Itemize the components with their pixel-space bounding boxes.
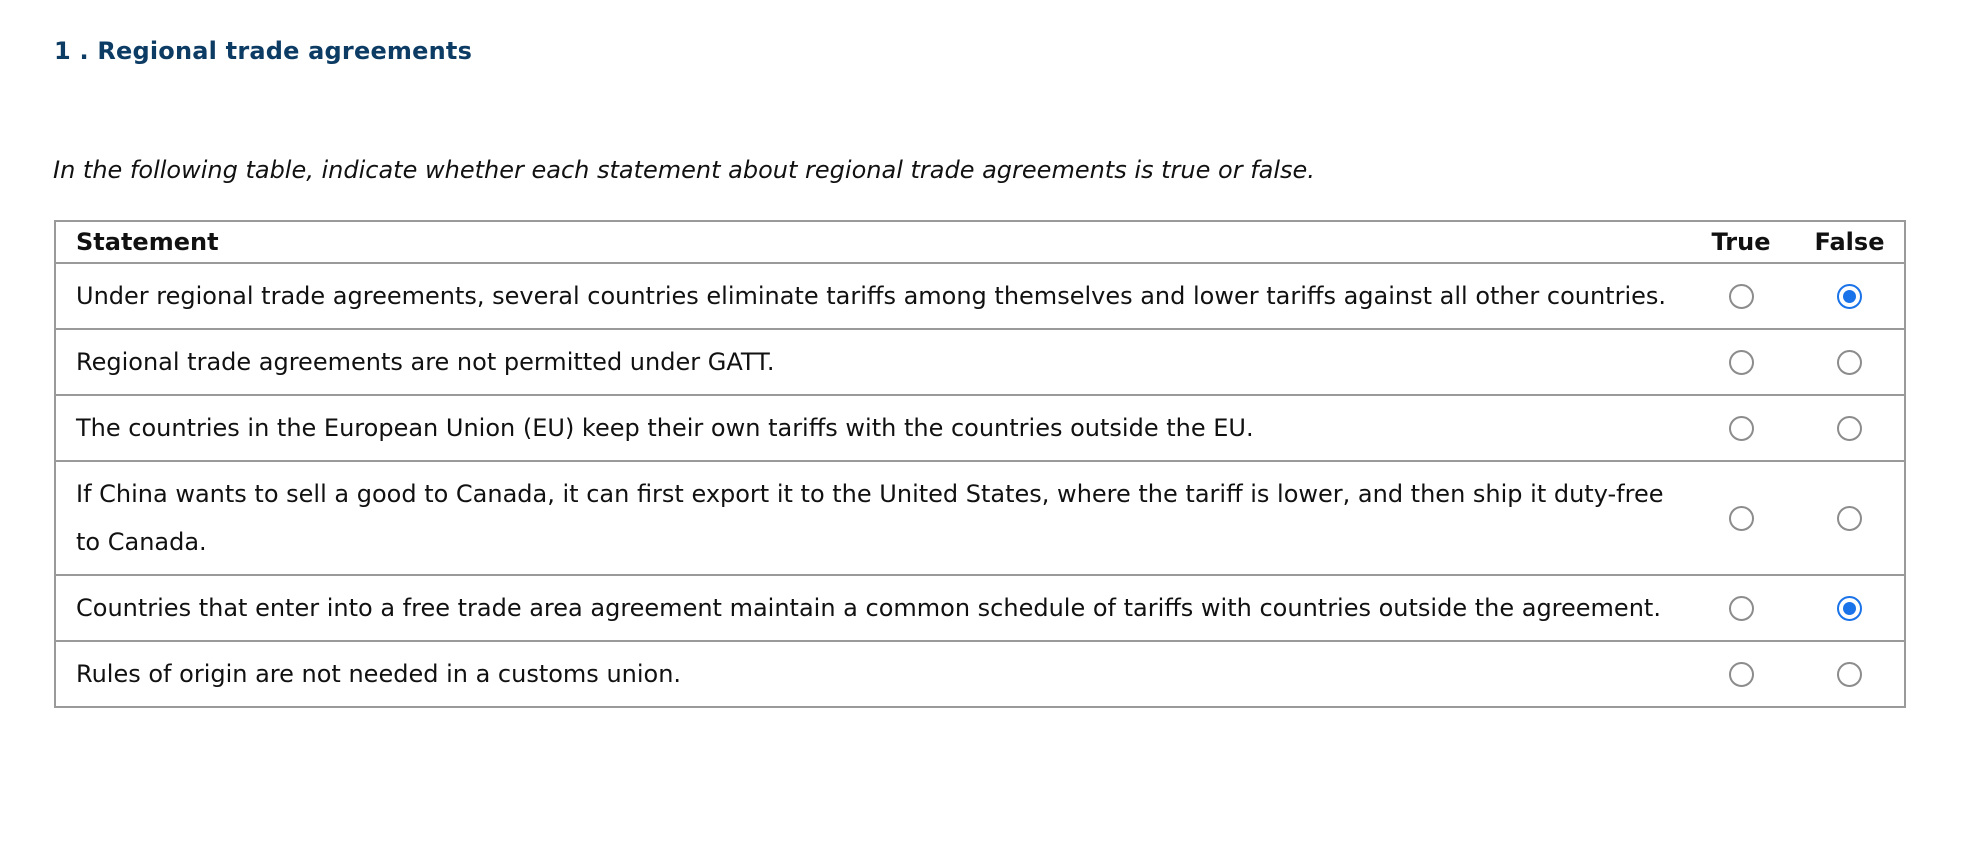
- table-row: [55, 575, 1905, 641]
- false-radio-button[interactable]: [1837, 662, 1862, 687]
- table-header-row: [55, 221, 1905, 263]
- true-radio-button[interactable]: [1729, 662, 1754, 687]
- true-column-header: True: [1687, 221, 1795, 263]
- statement-text: If China wants to sell a good to Canada, it can first export it to the United States, where the tariff is lower, and then ship it duty-free to Canada.: [55, 461, 1687, 575]
- true-radio-button[interactable]: [1729, 416, 1754, 441]
- true-radio-button[interactable]: [1729, 596, 1754, 621]
- statement-text: Rules of origin are not needed in a customs union.: [55, 641, 1687, 707]
- question-instructions: In the following table, indicate whether each statement about regional trade agreements is true or false.: [53, 156, 1315, 184]
- question-title: 1 . Regional trade agreements: [54, 37, 473, 65]
- true-radio-button[interactable]: [1729, 284, 1754, 309]
- table-row: [55, 461, 1905, 575]
- table-row: [55, 329, 1905, 395]
- statement-text: Regional trade agreements are not permitted under GATT.: [55, 329, 1687, 395]
- statement-column-header: Statement: [55, 221, 1687, 263]
- false-radio-button[interactable]: [1837, 416, 1862, 441]
- false-radio-button[interactable]: [1837, 350, 1862, 375]
- table-row: [55, 263, 1905, 329]
- true-radio-button[interactable]: [1729, 350, 1754, 375]
- table-row: [55, 395, 1905, 461]
- statement-text: Under regional trade agreements, several countries eliminate tariffs among themselves and lower tariffs against all other countries.: [55, 263, 1687, 329]
- statement-text: The countries in the European Union (EU) keep their own tariffs with the countries outside the EU.: [55, 395, 1687, 461]
- statement-text: Countries that enter into a free trade area agreement maintain a common schedule of tariffs with countries outside the agreement.: [55, 575, 1687, 641]
- false-radio-button[interactable]: [1837, 596, 1862, 621]
- false-radio-button[interactable]: [1837, 284, 1862, 309]
- false-radio-button[interactable]: [1837, 506, 1862, 531]
- true-radio-button[interactable]: [1729, 506, 1754, 531]
- table-row: [55, 641, 1905, 707]
- true-false-table: [54, 220, 1906, 708]
- false-column-header: False: [1795, 221, 1905, 263]
